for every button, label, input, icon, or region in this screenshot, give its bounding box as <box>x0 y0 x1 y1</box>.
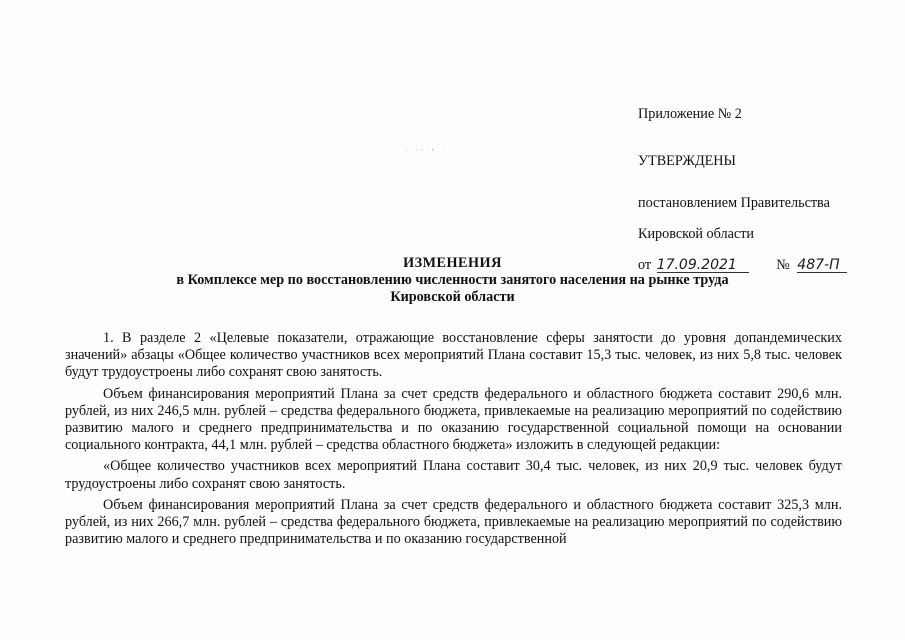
approved-label: УТВЕРЖДЕНЫ <box>638 153 736 169</box>
number-label: № <box>776 257 790 274</box>
handwritten-number: 487-П <box>797 258 847 273</box>
document-heading <box>0 255 905 306</box>
paragraph: Объем финансирования мероприятий Плана за счет средств федерального и областного бюджета составит 325,3 млн. рублей, из них 266,7 млн. рублей – средства федерального бюджета, привлекаемые на реализацию мероприятий по содействию развитию малого и среднего предпринимательства и по оказанию государственной <box>65 496 842 548</box>
date-prefix: от <box>638 257 652 274</box>
approval-block <box>638 106 878 274</box>
decree-line-2: Кировской области <box>638 226 754 243</box>
handwritten-date: 17.09.2021 <box>657 258 749 273</box>
paragraph: Объем финансирования мероприятий Плана за счет средств федерального и областного бюджета составит 290,6 млн. рублей, из них 246,5 млн. рублей – средства федерального бюджета, привлекаемые на реализацию мероприятий по содействию развитию малого и среднего предпринимательства и по оказанию государственной социальной помощи на основании социального контракта, 44,1 млн. рублей – средства областного бюджета» изложить в следующей редакции: <box>65 385 842 454</box>
heading-title: ИЗМЕНЕНИЯ <box>403 255 502 271</box>
paragraph: 1. В разделе 2 «Целевые показатели, отражающие восстановление сферы занятости до уровня допандемических значений» абзацы «Общее количество участников всех мероприятий Плана составит 15,3 тыс. человек, из них 5,8 тыс. человек будут трудоустроены либо сохранят свою занятость. <box>65 330 842 381</box>
heading-line-2: в Комплексе мер по восстановлению численности занятого населения на рынке труда <box>176 272 729 288</box>
scan-artifact: · ·ˢ·ᵉ · <box>405 146 448 155</box>
paragraph: «Общее количество участников всех мероприятий Плана составит 30,4 тыс. человек, из них 20,9 тыс. человек будут трудоустроены либо сохранят свою занятость. <box>65 458 842 492</box>
annex-label: Приложение № 2 <box>638 106 742 122</box>
document-body <box>65 330 842 552</box>
heading-line-3: Кировской области <box>390 289 515 305</box>
decree-line-1: постановлением Правительства <box>638 195 830 211</box>
